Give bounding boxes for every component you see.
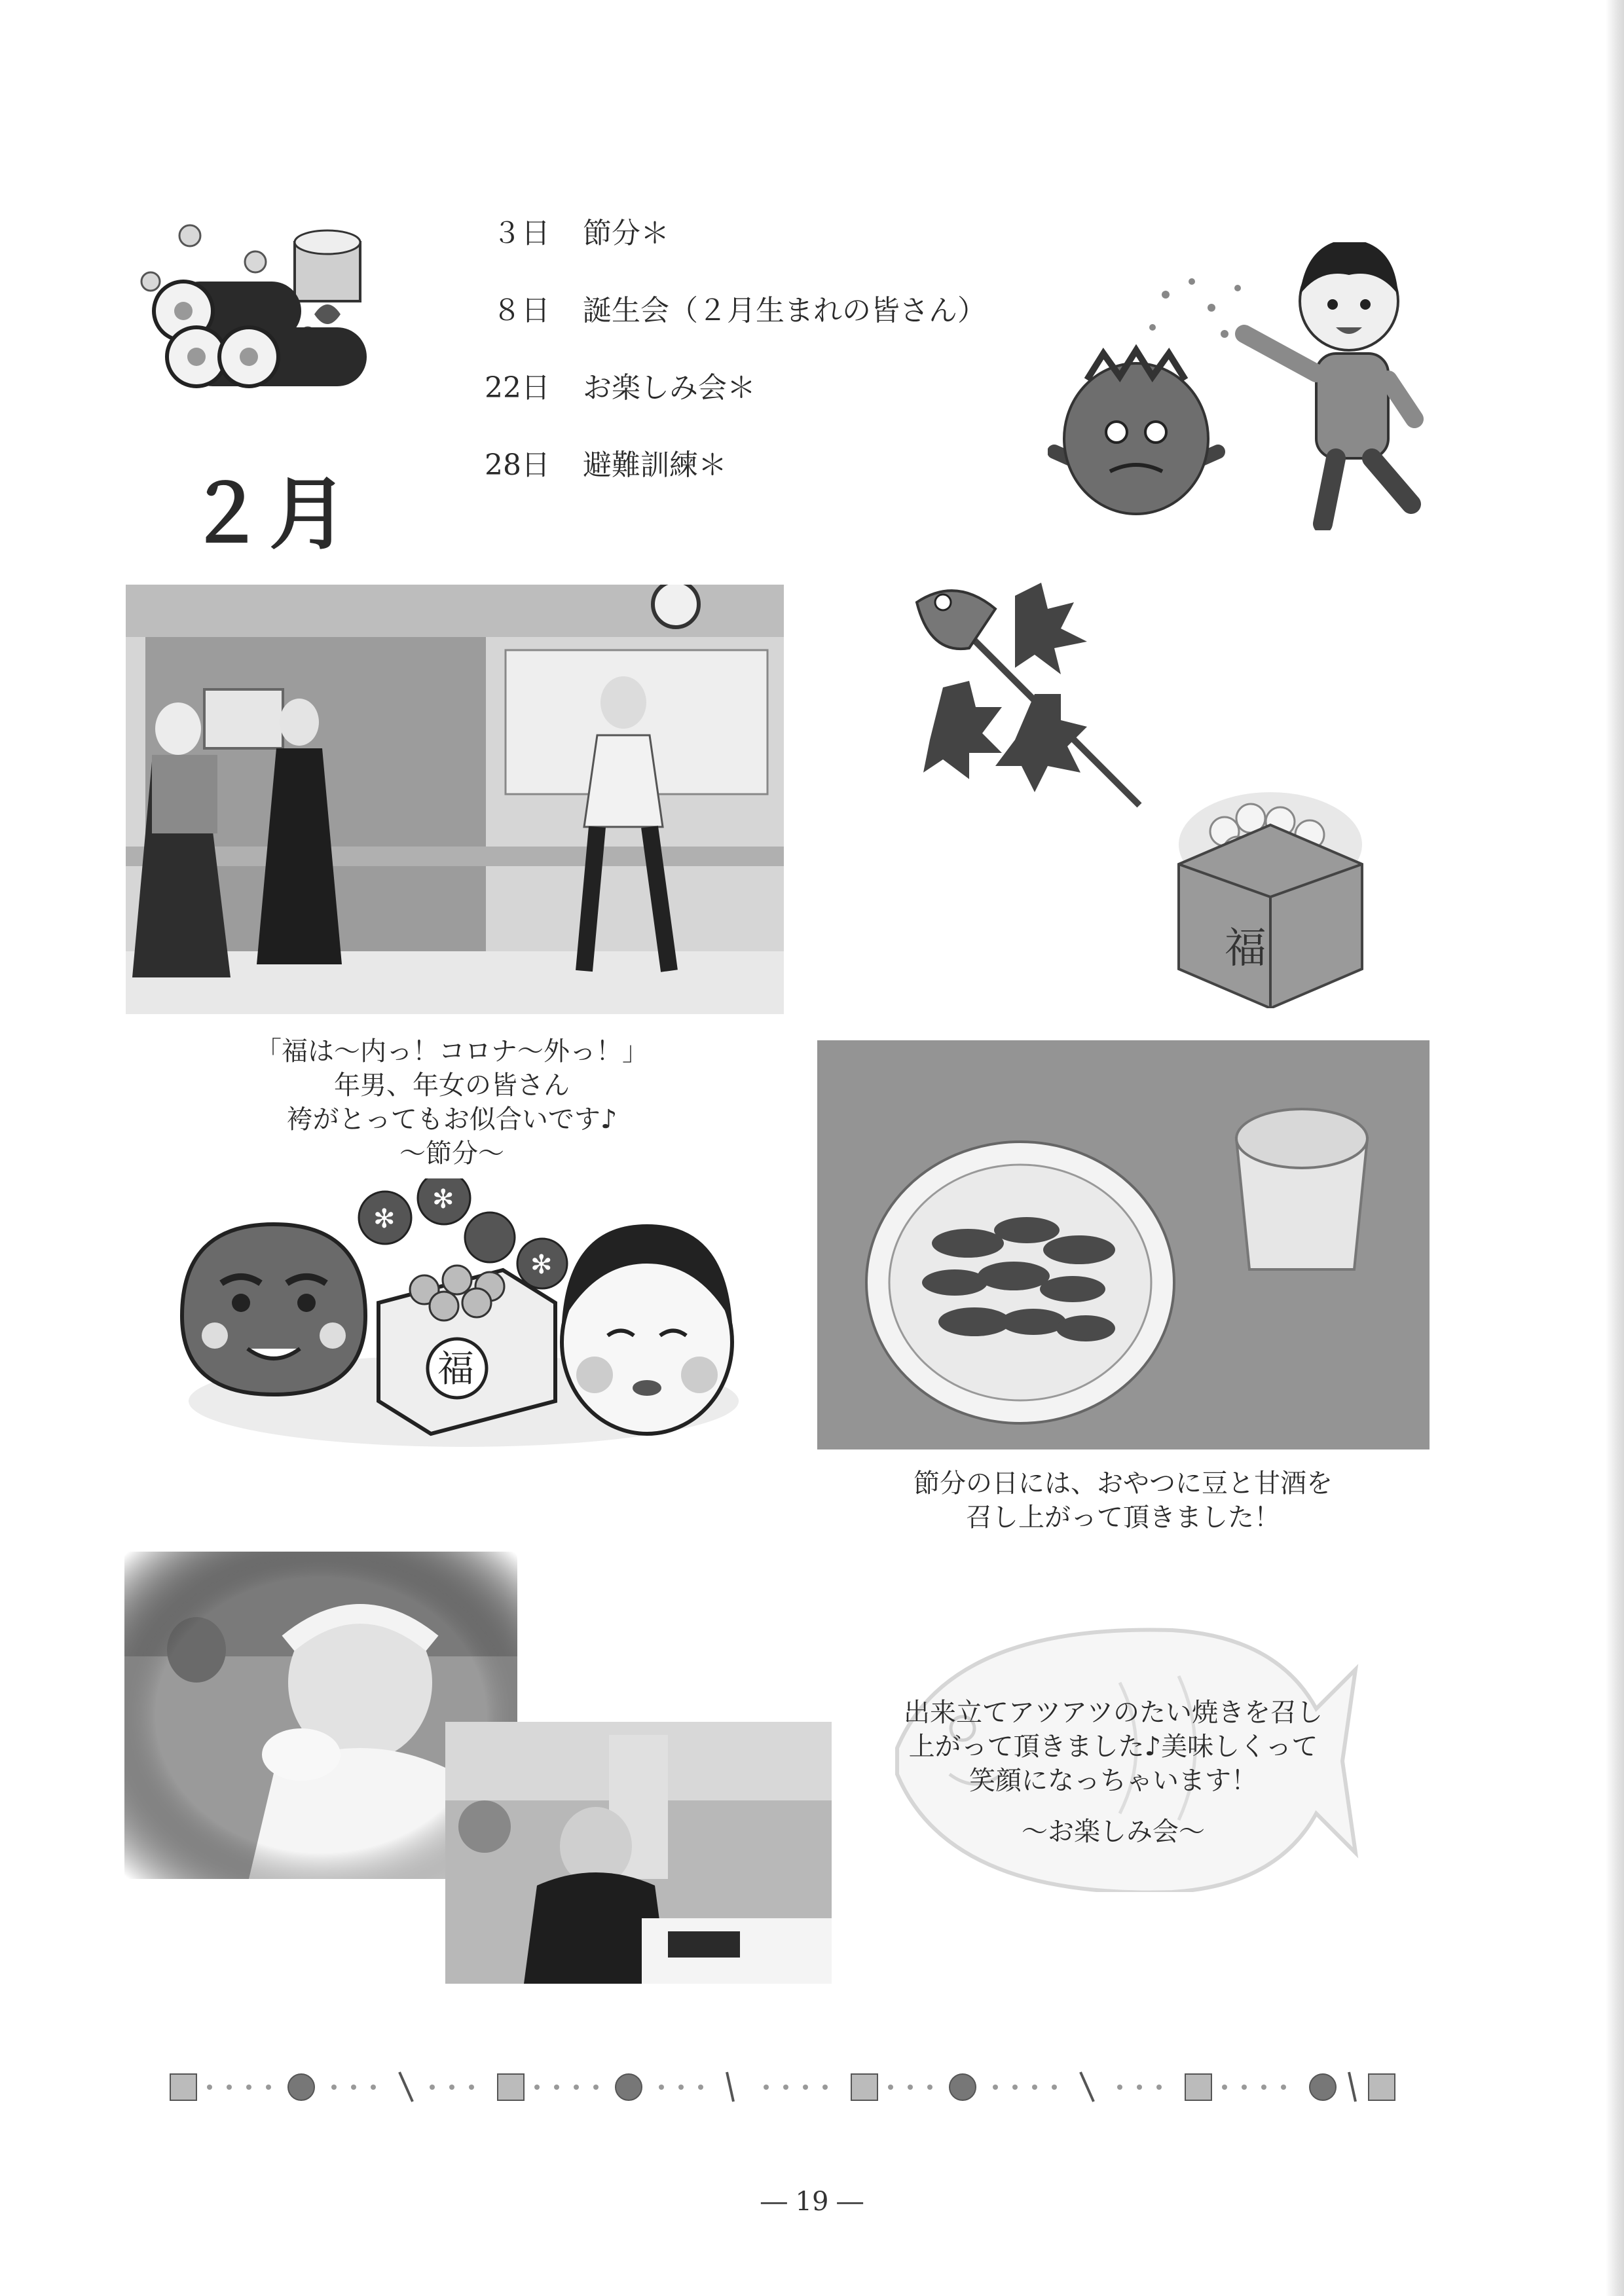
schedule-day: ８日 [492, 294, 550, 327]
oni-masu-okame-illustration [162, 1178, 745, 1460]
schedule-row [452, 287, 986, 333]
caption-line: 召し上がって頂きました！ [966, 1503, 1280, 1533]
svg-text:✻: ✻ [432, 1184, 454, 1214]
schedule-row [452, 364, 756, 410]
peanuts-amazake-photo [817, 1040, 1430, 1449]
caption-line: 年男、年女の皆さん [334, 1070, 570, 1101]
caption-line: 〜節分〜 [399, 1139, 504, 1169]
masu-label: 福 [1225, 924, 1266, 973]
caption-line: 出来立てアツアツのたい焼きを召し [904, 1698, 1323, 1728]
caption-line: 上がって頂きました♪美味しくって [908, 1732, 1318, 1762]
schedule-row [452, 441, 727, 487]
ehomaki-illustration [131, 216, 406, 412]
setsubun-photo-caption [157, 1034, 747, 1171]
page-number: ― 19 ― [760, 2187, 864, 2217]
hiiragi-iwashi-illustration [904, 576, 1153, 812]
caption-line: 笑顔になっちゃいます！ [969, 1766, 1257, 1796]
caption-line: 「福は〜内っ！コロナ〜外っ！」 [255, 1036, 648, 1066]
svg-text:✻: ✻ [373, 1204, 396, 1234]
decorative-border [157, 2062, 1408, 2108]
schedule-day: 28日 [485, 448, 550, 482]
caption-line: 袴がとってもお似合いです♪ [286, 1104, 618, 1135]
resident-eating-photo [445, 1722, 832, 1984]
mamemaki-illustration [1048, 242, 1467, 530]
month-title: ２月 [187, 469, 352, 560]
taiyaki-caption [858, 1696, 1369, 1849]
schedule-event: 誕生会（２月生まれの皆さん） [583, 294, 986, 327]
snack-photo-caption [845, 1467, 1401, 1535]
schedule-event: 節分＊ [583, 217, 669, 250]
caption-line: 〜お楽しみ会〜 [1022, 1817, 1205, 1847]
schedule-day: ３日 [492, 217, 550, 250]
schedule-day: 22日 [485, 371, 550, 405]
taiyaki-photo-collage [124, 1552, 832, 1984]
svg-text:✻: ✻ [530, 1250, 553, 1280]
schedule-event: お楽しみ会＊ [583, 371, 756, 405]
masu-label: 福 [437, 1348, 474, 1391]
caption-line: 節分の日には、おやつに豆と甘酒を [913, 1468, 1333, 1499]
schedule-row [452, 210, 669, 255]
setsubun-costume-photo [126, 585, 784, 1014]
masu-beans-illustration [1166, 786, 1375, 1008]
scan-edge-shadow [1606, 0, 1624, 2296]
schedule-event: 避難訓練＊ [583, 448, 727, 482]
